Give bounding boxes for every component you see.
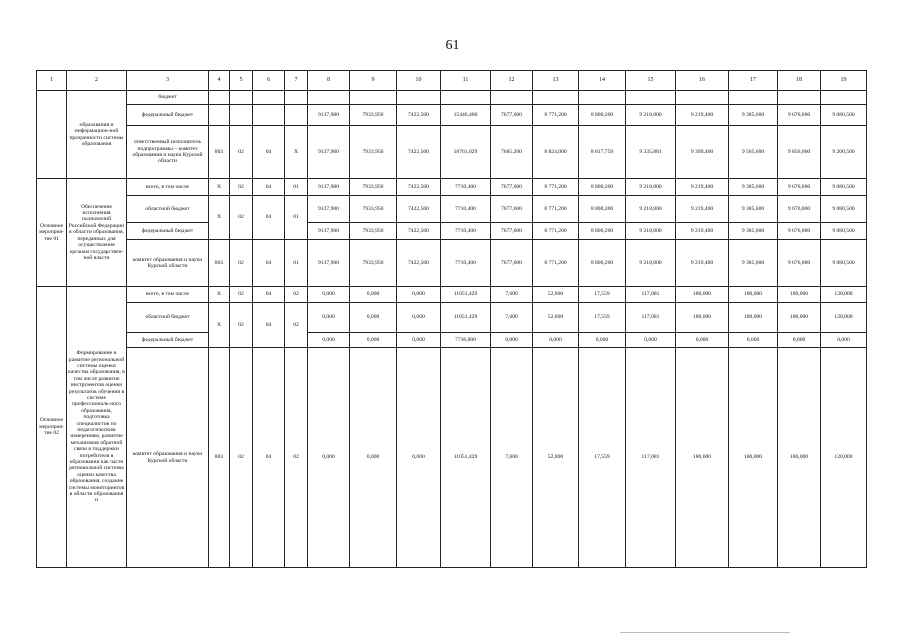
code-cell: Х [209, 303, 230, 348]
value-cell: 9137,900 [308, 105, 350, 126]
funding-source-cell: комитет образования и науки Курской области [127, 348, 209, 568]
table-row [37, 196, 867, 223]
table-row [37, 348, 867, 568]
value-cell [579, 91, 626, 105]
measure-number-cell [37, 91, 67, 179]
value-cell: 52,800 [533, 287, 579, 303]
code-cell: 02 [230, 303, 253, 348]
code-cell: 04 [253, 287, 285, 303]
value-cell: 9 219,400 [676, 179, 729, 196]
value-cell: 9 856,000 [778, 126, 821, 179]
value-cell: 8 800,200 [579, 105, 626, 126]
value-cell: 117,081 [626, 348, 676, 568]
scan-artifact-line [620, 632, 790, 633]
value-cell: 11051,429 [441, 287, 491, 303]
value-cell: 9 565,600 [729, 126, 778, 179]
column-header: 12 [491, 71, 533, 91]
value-cell: 9 080,500 [821, 105, 867, 126]
measure-name-cell: Формирование и развитие региональной системы оценки качества образования, в том числе развитие инструментов оценки результатов обучения в системе профессиональ-ного образования, подготовка специалистов по педагогическим измерениям, развитие механизмов обратной связи и поддержки потребителя в образовании как части региональной системы оценки качества образования, создание системы мониторингов в области образования и [67, 287, 127, 568]
value-cell: 11051,429 [441, 348, 491, 568]
table-row [37, 333, 867, 348]
value-cell: 9 200,500 [821, 126, 867, 179]
value-cell: 117,081 [626, 303, 676, 333]
value-cell: 7,600 [491, 287, 533, 303]
code-cell: 01 [285, 179, 308, 196]
value-cell: 120,000 [821, 287, 867, 303]
code-cell: 02 [230, 348, 253, 568]
value-cell: 0,000 [579, 333, 626, 348]
code-cell [285, 105, 308, 126]
funding-source-cell: федеральный бюджет [127, 223, 209, 240]
value-cell [533, 91, 579, 105]
column-header: 3 [127, 71, 209, 91]
value-cell: 8 800,200 [579, 240, 626, 287]
code-cell: 04 [253, 196, 285, 240]
column-header: 17 [729, 71, 778, 91]
value-cell: 120,000 [821, 348, 867, 568]
value-cell: 180,000 [676, 348, 729, 568]
value-cell: 7677,600 [491, 105, 533, 126]
value-cell: 8 771,200 [533, 196, 579, 223]
value-cell: 9137,900 [308, 223, 350, 240]
value-cell: 7422,500 [397, 223, 441, 240]
page-number: 61 [445, 38, 460, 53]
code-cell: Х [285, 126, 308, 179]
value-cell [821, 91, 867, 105]
table-row [37, 126, 867, 179]
column-header: 15 [626, 71, 676, 91]
value-cell: 8 824,000 [533, 126, 579, 179]
value-cell: 7710,400 [441, 223, 491, 240]
code-cell [253, 91, 285, 105]
table-row [37, 303, 867, 333]
value-cell: 180,000 [729, 303, 778, 333]
column-header: 4 [209, 71, 230, 91]
value-cell [778, 91, 821, 105]
code-cell: 02 [230, 240, 253, 287]
value-cell: 0,000 [350, 287, 397, 303]
value-cell: 9137,900 [308, 126, 350, 179]
value-cell: 9 080,500 [821, 196, 867, 223]
value-cell: 9 219,400 [676, 196, 729, 223]
code-cell [285, 91, 308, 105]
value-cell: 17,559 [579, 303, 626, 333]
value-cell: 180,000 [729, 287, 778, 303]
value-cell: 9 080,500 [821, 179, 867, 196]
code-cell: 02 [230, 126, 253, 179]
value-cell: 180,000 [676, 287, 729, 303]
column-header: 7 [285, 71, 308, 91]
value-cell: 15446,400 [441, 105, 491, 126]
table-row [37, 240, 867, 287]
value-cell: 8 800,200 [579, 223, 626, 240]
value-cell: 8 771,200 [533, 105, 579, 126]
column-header: 9 [350, 71, 397, 91]
column-header: 19 [821, 71, 867, 91]
column-header: 8 [308, 71, 350, 91]
code-cell [209, 105, 230, 126]
value-cell: 8 800,200 [579, 196, 626, 223]
value-cell: 9 218,800 [626, 179, 676, 196]
value-cell: 9 385,600 [729, 223, 778, 240]
funding-source-cell: областной бюджет [127, 196, 209, 223]
value-cell: 9137,900 [308, 196, 350, 223]
value-cell: 7422,500 [397, 240, 441, 287]
column-header: 2 [67, 71, 127, 91]
value-cell [491, 91, 533, 105]
value-cell: 8 771,200 [533, 223, 579, 240]
value-cell: 9 676,000 [778, 223, 821, 240]
value-cell: 9 218,800 [626, 240, 676, 287]
table-row [37, 91, 867, 105]
code-cell [209, 91, 230, 105]
funding-source-cell: комитет образования и науки Курской области [127, 240, 209, 287]
column-header: 13 [533, 71, 579, 91]
value-cell [441, 91, 491, 105]
value-cell: 8 771,200 [533, 240, 579, 287]
value-cell: 7685,200 [491, 126, 533, 179]
value-cell: 7933,950 [350, 223, 397, 240]
value-cell [626, 91, 676, 105]
header-row [37, 71, 867, 91]
value-cell: 0,000 [350, 348, 397, 568]
value-cell: 0,000 [729, 333, 778, 348]
code-cell [230, 91, 253, 105]
value-cell: 180,000 [676, 303, 729, 333]
value-cell: 9 385,600 [729, 196, 778, 223]
value-cell: 120,000 [821, 303, 867, 333]
value-cell [308, 91, 350, 105]
measure-number-cell: Основное мероприя-тие 01 [37, 179, 67, 287]
code-cell: 02 [230, 196, 253, 240]
value-cell: 180,000 [778, 348, 821, 568]
code-cell: 04 [253, 240, 285, 287]
value-cell: 7422,500 [397, 196, 441, 223]
value-cell: 52,800 [533, 348, 579, 568]
value-cell: 7677,600 [491, 223, 533, 240]
code-cell: Х [209, 179, 230, 196]
code-cell: 803 [209, 348, 230, 568]
value-cell [350, 91, 397, 105]
value-cell: 7677,600 [491, 240, 533, 287]
value-cell: 7933,950 [350, 105, 397, 126]
code-cell: 04 [253, 126, 285, 179]
value-cell: 0,000 [821, 333, 867, 348]
value-cell: 0,000 [350, 333, 397, 348]
column-header: 6 [253, 71, 285, 91]
column-header: 1 [37, 71, 67, 91]
code-cell [253, 105, 285, 126]
value-cell: 8 817,759 [579, 126, 626, 179]
table-row [37, 287, 867, 303]
value-cell: 7422,500 [397, 126, 441, 179]
value-cell: 8 771,200 [533, 179, 579, 196]
value-cell: 7677,600 [491, 196, 533, 223]
value-cell: 9 218,800 [626, 196, 676, 223]
code-cell: 02 [230, 287, 253, 303]
value-cell: 7933,950 [350, 126, 397, 179]
value-cell: 0,000 [397, 348, 441, 568]
value-cell [397, 91, 441, 105]
code-cell [230, 105, 253, 126]
funding-source-cell: областной бюджет [127, 303, 209, 333]
value-cell: 7,600 [491, 348, 533, 568]
column-header: 14 [579, 71, 626, 91]
value-cell: 9 676,000 [778, 105, 821, 126]
value-cell [729, 91, 778, 105]
column-header: 11 [441, 71, 491, 91]
value-cell: 0,000 [397, 287, 441, 303]
value-cell: 52,800 [533, 303, 579, 333]
value-cell: 9 676,000 [778, 240, 821, 287]
value-cell: 7933,950 [350, 240, 397, 287]
value-cell: 7736,000 [441, 333, 491, 348]
value-cell: 7,600 [491, 303, 533, 333]
value-cell: 0,000 [676, 333, 729, 348]
code-cell: Х [209, 196, 230, 240]
value-cell: 0,000 [397, 333, 441, 348]
code-cell: Х [209, 287, 230, 303]
funding-source-cell: всего, в том числе [127, 287, 209, 303]
value-cell: 9 219,400 [676, 223, 729, 240]
code-cell: 01 [285, 240, 308, 287]
value-cell: 0,000 [308, 287, 350, 303]
code-cell: 02 [285, 348, 308, 568]
value-cell: 0,000 [308, 348, 350, 568]
value-cell: 180,000 [729, 348, 778, 568]
code-cell: 02 [285, 303, 308, 348]
value-cell: 0,000 [778, 333, 821, 348]
value-cell: 9 385,600 [729, 240, 778, 287]
value-cell: 7422,500 [397, 105, 441, 126]
measure-name-cell: образования и информацион-ной прозрачности системы образования [67, 91, 127, 179]
funding-source-cell: федеральный бюджет [127, 333, 209, 348]
value-cell: 9 080,500 [821, 223, 867, 240]
value-cell: 9137,900 [308, 240, 350, 287]
column-header: 18 [778, 71, 821, 91]
code-cell: 803 [209, 240, 230, 287]
measure-number-cell: Основное мероприя-тие 02 [37, 287, 67, 568]
value-cell [676, 91, 729, 105]
value-cell: 9 080,500 [821, 240, 867, 287]
value-cell: 9 219,400 [676, 240, 729, 287]
value-cell: 7710,400 [441, 240, 491, 287]
value-cell: 11051,429 [441, 303, 491, 333]
value-cell: 9 385,600 [729, 105, 778, 126]
value-cell: 9137,900 [308, 179, 350, 196]
value-cell: 0,000 [308, 303, 350, 333]
column-header: 16 [676, 71, 729, 91]
value-cell: 9 219,400 [676, 105, 729, 126]
value-cell: 9 218,800 [626, 223, 676, 240]
value-cell: 7933,950 [350, 196, 397, 223]
code-cell: 01 [285, 196, 308, 240]
value-cell: 0,000 [626, 333, 676, 348]
value-cell: 9 218,800 [626, 105, 676, 126]
code-cell: 04 [253, 348, 285, 568]
value-cell: 17,559 [579, 348, 626, 568]
value-cell: 0,000 [533, 333, 579, 348]
value-cell: 7710,400 [441, 196, 491, 223]
code-cell: 04 [253, 179, 285, 196]
column-header: 10 [397, 71, 441, 91]
value-cell: 9 335,881 [626, 126, 676, 179]
table-row [37, 179, 867, 196]
column-header: 5 [230, 71, 253, 91]
value-cell: 180,000 [778, 303, 821, 333]
value-cell: 8 800,200 [579, 179, 626, 196]
funding-source-cell: федеральный бюджет [127, 105, 209, 126]
value-cell: 9 399,400 [676, 126, 729, 179]
value-cell: 117,081 [626, 287, 676, 303]
value-cell: 7422,500 [397, 179, 441, 196]
code-cell: 803 [209, 126, 230, 179]
value-cell: 0,000 [491, 333, 533, 348]
value-cell: 7677,600 [491, 179, 533, 196]
value-cell: 7933,950 [350, 179, 397, 196]
funding-source-cell: бюджет [127, 91, 209, 105]
value-cell: 0,000 [350, 303, 397, 333]
value-cell: 0,000 [397, 303, 441, 333]
value-cell: 7710,400 [441, 179, 491, 196]
value-cell: 17,559 [579, 287, 626, 303]
value-cell: 0,000 [308, 333, 350, 348]
code-cell: 02 [230, 179, 253, 196]
funding-source-cell: всего, в том числе [127, 179, 209, 196]
table-row [37, 223, 867, 240]
value-cell: 18761,829 [441, 126, 491, 179]
value-cell: 9 676,000 [778, 179, 821, 196]
table-row [37, 105, 867, 126]
code-cell: 02 [285, 287, 308, 303]
measure-name-cell: Обеспечение исполнения полномочий Российской Федерации в области образования, переданных для осуществления органам государствен-ной власти [67, 179, 127, 287]
funding-source-cell: ответственный исполнитель подпрограммы – комитет образования и науки Курской области [127, 126, 209, 179]
budget-table [36, 70, 867, 568]
value-cell: 9 676,000 [778, 196, 821, 223]
code-cell: 04 [253, 303, 285, 348]
value-cell: 180,000 [778, 287, 821, 303]
value-cell: 9 385,600 [729, 179, 778, 196]
